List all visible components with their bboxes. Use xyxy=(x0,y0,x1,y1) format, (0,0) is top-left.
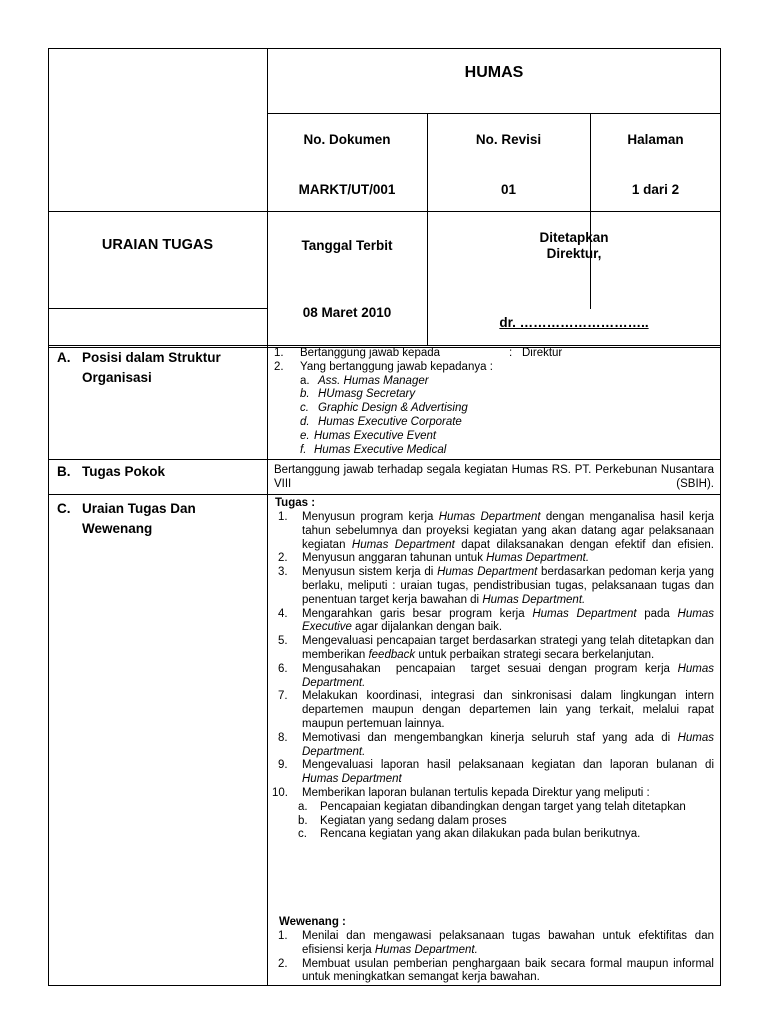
header-left-stub-line xyxy=(48,308,268,309)
section-b-title: Tugas Pokok xyxy=(82,464,166,479)
sub-text: Humas Executive Event xyxy=(314,429,437,442)
list-number: 2. xyxy=(278,957,288,970)
section-a-title-1: Posisi dalam Struktur xyxy=(82,350,221,365)
sub-text: Rencana kegiatan yang akan dilakukan pada bulan berikutnya. xyxy=(320,828,641,841)
sub-letter: b. xyxy=(300,388,310,401)
sub-text: Ass. Humas Manager xyxy=(318,374,429,387)
list-item xyxy=(278,828,714,842)
tasks-heading: Tugas : xyxy=(275,497,316,509)
list-number: 10. xyxy=(272,786,288,799)
list-text: Bertanggung jawab kepada xyxy=(300,347,441,359)
section-c-letter: C. xyxy=(57,501,71,516)
list-number: 7. xyxy=(278,690,288,703)
list-item xyxy=(278,635,714,663)
list-item xyxy=(278,690,714,731)
revision-value: 01 xyxy=(500,182,517,197)
list-item xyxy=(274,402,714,416)
frame-left-line xyxy=(48,48,49,986)
list-number: 2. xyxy=(278,552,288,565)
authority-list xyxy=(278,930,714,985)
list-item xyxy=(278,958,714,986)
list-item xyxy=(278,566,714,607)
revision-label: No. Revisi xyxy=(475,132,542,147)
section-b-letter: B. xyxy=(57,464,71,479)
sub-letter: c. xyxy=(298,828,307,841)
list-number: 2. xyxy=(274,360,284,373)
list-text: Mengusahakan pencapaian target sesuai dengan program kerja Humas Department. xyxy=(302,662,718,689)
section-b-text: Bertanggung jawab terhadap segala kegiatan Humas RS. PT. Perkebunan Nusantara VIII (SBIH). xyxy=(274,464,714,490)
sub-letter: d. xyxy=(300,415,310,428)
list-number: 3. xyxy=(278,566,288,579)
list-number: 9. xyxy=(278,759,288,772)
list-text: Yang bertanggung jawab kepadanya : xyxy=(300,360,493,373)
sub-letter: c. xyxy=(300,402,309,415)
list-number: 1. xyxy=(278,511,288,523)
list-colon: : xyxy=(509,347,513,359)
sub-letter: b. xyxy=(298,814,308,827)
issue-date-label: Tanggal Terbit xyxy=(301,238,393,253)
list-text: Mengarahkan garis besar program kerja Humas Department pada Humas Executive agar dijalankan dengan baik. xyxy=(302,607,714,634)
list-item xyxy=(278,511,714,552)
approver-title: Direktur, xyxy=(546,246,602,261)
list-item xyxy=(274,361,714,375)
header-line-1 xyxy=(267,113,721,114)
authority-heading: Wewenang : xyxy=(279,916,346,928)
section-c-title-1: Uraian Tugas Dan xyxy=(82,501,196,516)
list-item xyxy=(278,930,714,958)
sub-text: Graphic Design & Advertising xyxy=(318,402,468,415)
list-item xyxy=(278,662,718,691)
tasks-list xyxy=(272,511,718,842)
list-text: Memberikan laporan bulanan tertulis kepada Direktur yang meliputi : xyxy=(302,786,650,799)
department-title: HUMAS xyxy=(464,64,524,81)
sub-letter: f. xyxy=(300,443,307,456)
row-line-a xyxy=(48,459,721,460)
list-item xyxy=(274,416,714,430)
document-title: URAIAN TUGAS xyxy=(101,237,214,253)
list-item xyxy=(274,347,714,361)
list-number: 1. xyxy=(274,347,284,359)
list-number: 6. xyxy=(278,662,288,675)
list-text: Melakukan koordinasi, integrasi dan sinkronisasi dalam lingkungan intern departemen maupun dengan departemen lain yang terkait, melalui rapat maupun pertemuan lainnya. xyxy=(302,690,714,730)
doc-number-value: MARKT/UT/001 xyxy=(298,182,396,197)
sub-text: Kegiatan yang sedang dalam proses xyxy=(320,814,507,827)
section-a-list xyxy=(274,347,714,457)
row-line-b xyxy=(48,494,721,495)
page-value: 1 dari 2 xyxy=(631,182,680,197)
list-text: Mengevaluasi pencapaian target berdasarkan strategi yang telah ditetapkan dan memberikan feedback untuk perbaikan strategi secara berkelanjutan. xyxy=(302,635,714,661)
signatory-line: dr. ……………………….. xyxy=(499,315,649,330)
page-label: Halaman xyxy=(627,132,684,147)
list-item xyxy=(278,801,714,815)
sub-text: HUmasg Secretary xyxy=(318,388,416,401)
section-a-title-2: Organisasi xyxy=(82,370,152,385)
list-number: 8. xyxy=(278,731,288,744)
list-item xyxy=(274,430,714,444)
list-text: Menyusun program kerja Humas Department dengan menganalisa hasil kerja tahun sebelumnya dan proyeksi kegiatan yang akan datang agar pelaksanaan kegiatan Humas Department dapat dilaksanakan dengan efektif dan efisien. xyxy=(302,511,714,551)
sub-letter: a. xyxy=(300,374,310,387)
issue-date-value: 08 Maret 2010 xyxy=(302,305,392,320)
frame-top-line xyxy=(48,48,721,49)
list-item xyxy=(274,444,714,458)
list-number: 5. xyxy=(278,635,288,648)
list-item xyxy=(274,388,714,402)
sub-letter: a. xyxy=(298,800,308,813)
list-text: Membuat usulan pemberian penghargaan baik secara formal maupun informal untuk meningkatkan semangat kerja bawahan. xyxy=(302,957,714,984)
list-text: Mengevaluasi laporan hasil pelaksanaan kegiatan dan laporan bulanan di Humas Department xyxy=(302,759,714,786)
header-line-2 xyxy=(48,211,721,212)
list-item xyxy=(274,375,714,389)
list-item xyxy=(278,732,714,760)
doc-number-label: No. Dokumen xyxy=(303,132,391,147)
list-item xyxy=(272,786,714,801)
list-text: Memotivasi dan mengembangkan kinerja seluruh staf yang ada di Humas Department. xyxy=(302,731,714,758)
list-item xyxy=(278,552,714,566)
list-text: Menilai dan mengawasi pelaksanaan tugas bawahan untuk efektifitas dan efisiensi kerja Humas Department. xyxy=(302,930,714,956)
sub-letter: e. xyxy=(300,429,310,442)
sub-text: Pencapaian kegiatan dibandingkan dengan target yang telah ditetapkan xyxy=(320,800,686,813)
list-number: 4. xyxy=(278,607,288,620)
approved-label: Ditetapkan xyxy=(539,230,609,245)
sub-text: Humas Executive Medical xyxy=(314,443,447,456)
sub-text: Humas Executive Corporate xyxy=(318,415,462,428)
list-item xyxy=(278,759,714,787)
list-text: Menyusun anggaran tahunan untuk Humas Department. xyxy=(302,552,590,565)
list-value: Direktur xyxy=(522,347,563,359)
list-number: 1. xyxy=(278,930,288,942)
list-text: Menyusun sistem kerja di Humas Department berdasarkan pedoman kerja yang berlaku, meliputi : uraian tugas, pendistribusian tugas, pelaksanaan tugas dan penentuan target kerja bawahan di Humas Department. xyxy=(302,566,714,606)
list-item xyxy=(278,815,714,829)
list-item xyxy=(278,608,714,636)
header-line-3 xyxy=(48,345,721,346)
section-a-letter: A. xyxy=(57,350,71,365)
section-c-title-2: Wewenang xyxy=(82,521,153,536)
